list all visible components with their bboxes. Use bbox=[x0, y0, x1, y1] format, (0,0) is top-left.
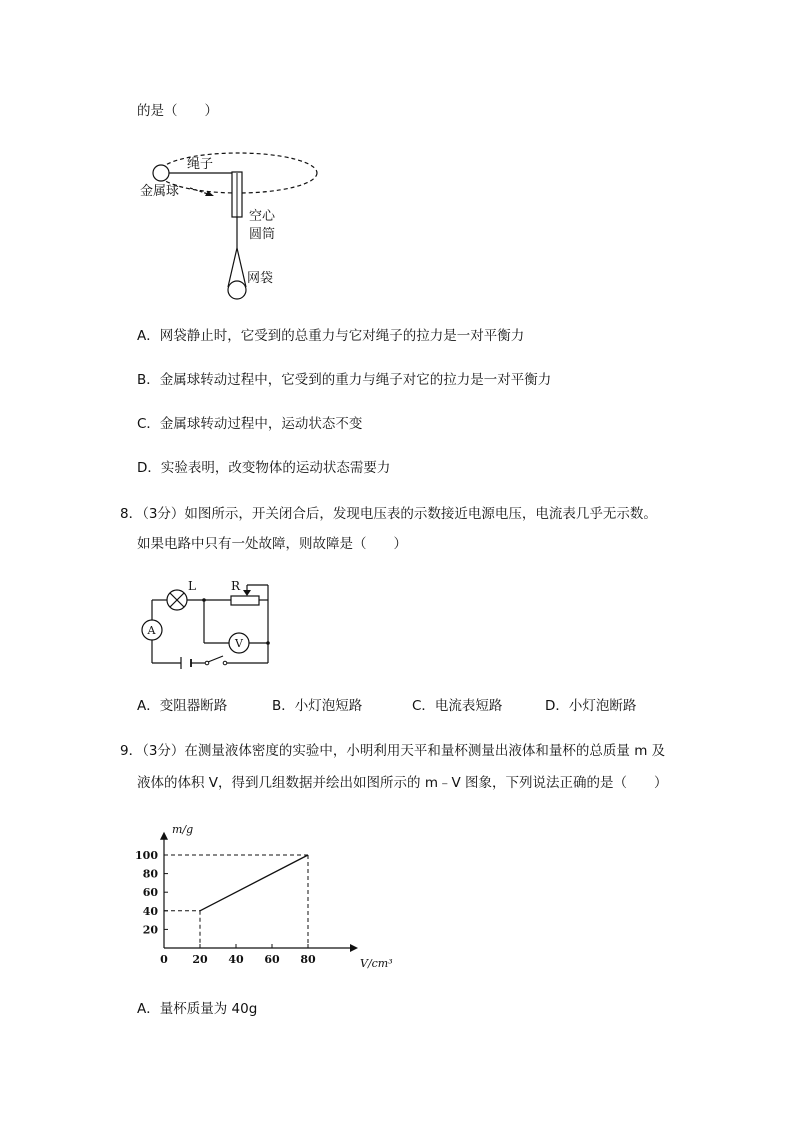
q7-option-a: A．网袋静止时，它受到的总重力与它对绳子的拉力是一对平衡力 bbox=[137, 328, 525, 344]
tube-label-1: 空心 bbox=[249, 209, 276, 224]
y-tick-label: 20 bbox=[142, 923, 158, 937]
rope-label: 绳子 bbox=[187, 157, 214, 172]
q7-option-c: C．金属球转动过程中，运动状态不变 bbox=[137, 416, 363, 432]
y-tick-label: 60 bbox=[142, 886, 158, 900]
m-v-chart bbox=[130, 815, 393, 975]
x-tick-label: 80 bbox=[300, 953, 316, 966]
q7-option-b: B．金属球转动过程中，它受到的重力与绳子对它的拉力是一对平衡力 bbox=[137, 372, 552, 388]
q8-option-b: B．小灯泡短路 bbox=[272, 698, 363, 714]
y-tick-label: 100 bbox=[135, 849, 158, 862]
rheostat-label: R bbox=[231, 579, 241, 593]
q7-figure bbox=[130, 140, 330, 300]
q9-option-a: A．量杯质量为 40g bbox=[137, 1001, 258, 1017]
lamp-label: L bbox=[188, 579, 196, 593]
voltmeter-label: V bbox=[235, 637, 243, 650]
motion-arrow bbox=[190, 188, 208, 194]
q8-option-a: A．变阻器断路 bbox=[137, 698, 228, 714]
ball-label: 金属球 bbox=[140, 184, 180, 199]
ammeter-label: A bbox=[147, 624, 156, 637]
q8-circuit-figure bbox=[135, 575, 295, 675]
y-axis-label: m/g bbox=[172, 823, 194, 836]
q8-option-c: C．电流表短路 bbox=[412, 698, 503, 714]
q8-stem-line2: 如果电路中只有一处故障，则故障是（ ） bbox=[137, 536, 407, 552]
series-line bbox=[200, 855, 308, 911]
q8-stem-line1: 8．（3分）如图所示，开关闭合后，发现电压表的示数接近电源电压，电流表几乎无示数。 bbox=[120, 506, 657, 522]
net-label: 网袋 bbox=[247, 271, 274, 286]
slider-arrow-icon bbox=[243, 590, 251, 596]
q8-option-d: D．小灯泡断路 bbox=[545, 698, 637, 714]
q7-stem-tail: 的是（ ） bbox=[137, 103, 218, 119]
y-axis-arrow-icon bbox=[160, 832, 168, 840]
y-tick-label: 80 bbox=[142, 867, 158, 881]
q9-stem-line2: 液体的体积 V，得到几组数据并绘出如图所示的 m﹣V 图象，下列说法正确的是（ ） bbox=[137, 775, 668, 791]
q9-stem-line1: 9．（3分）在测量液体密度的实验中，小明利用天平和量杯测量出液体和量杯的总质量 m 及 bbox=[120, 743, 666, 759]
y-tick-label: 40 bbox=[142, 904, 158, 918]
net-bag-ball-icon bbox=[228, 281, 246, 299]
x-tick-label: 60 bbox=[264, 953, 280, 966]
tube-label-2: 圆筒 bbox=[249, 227, 276, 242]
q7-option-d: D．实验表明，改变物体的运动状态需要力 bbox=[137, 460, 391, 476]
x-axis-label: V/cm³ bbox=[360, 957, 393, 970]
x-tick-label: 20 bbox=[192, 953, 208, 966]
metal-ball-icon bbox=[153, 165, 169, 181]
x-axis-arrow-icon bbox=[350, 944, 358, 952]
rheostat-icon bbox=[231, 596, 259, 605]
x-tick-label: 0 bbox=[160, 953, 168, 966]
x-tick-label: 40 bbox=[228, 953, 244, 966]
